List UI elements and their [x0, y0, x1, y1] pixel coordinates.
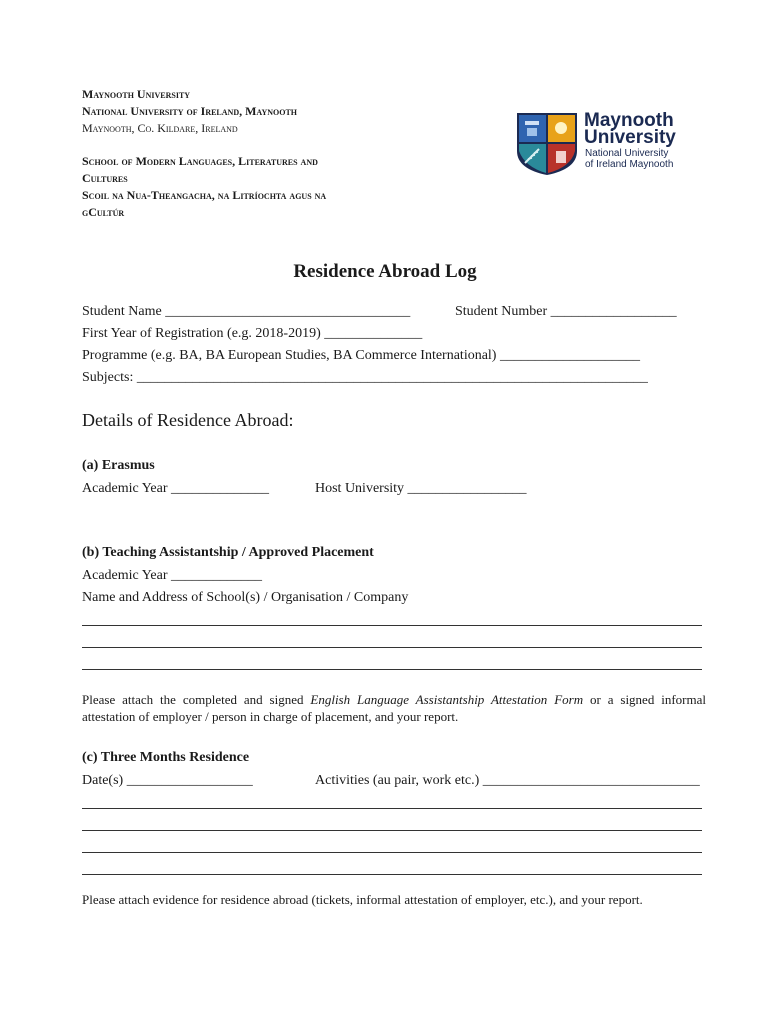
teaching-academic-year-field[interactable]: Academic Year _____________ [82, 568, 263, 583]
school-name-line-1: School of Modern Languages, Literatures and [82, 154, 318, 168]
note-text: or a signed informal attestation of employer / person in charge of placement, and your report. [82, 692, 706, 724]
activities-field[interactable]: Activities (au pair, work etc.) _______________________________ [315, 773, 700, 788]
university-crest-icon [515, 111, 579, 177]
host-university-field[interactable]: Host University _________________ [315, 481, 527, 496]
first-year-field[interactable]: First Year of Registration (e.g. 2018-2019) ______________ [82, 326, 423, 341]
dates-field[interactable]: Date(s) __________________ [82, 773, 253, 788]
school-name-line-2: Cultures [82, 171, 128, 185]
erasmus-academic-year-field[interactable]: Academic Year ______________ [82, 481, 270, 496]
teaching-attachment-note [82, 691, 706, 725]
three-months-heading: (c) Three Months Residence [82, 750, 250, 765]
student-name-field[interactable]: Student Name ___________________________________ [82, 304, 411, 319]
residence-attachment-note: Please attach evidence for residence abroad (tickets, informal attestation of employer, etc.), and your report. [82, 892, 643, 907]
logo-sub-line-2: of Ireland Maynooth [585, 159, 674, 170]
logo-sub-line-1: National University [585, 148, 669, 159]
attestation-form-title: English Language Assistantship Attestation Form [310, 692, 584, 707]
answer-line[interactable] [82, 625, 702, 626]
answer-line[interactable] [82, 830, 702, 831]
school-irish-line-1: Scoil na Nua-Theangacha, na Litríochta agus na [82, 188, 327, 202]
details-heading: Details of Residence Abroad: [82, 410, 294, 430]
answer-line[interactable] [82, 852, 702, 853]
university-name: Maynooth University [82, 87, 191, 101]
answer-line[interactable] [82, 874, 702, 875]
erasmus-heading: (a) Erasmus [82, 458, 155, 473]
programme-field[interactable]: Programme (e.g. BA, BA European Studies, BA Commerce International) ____________________ [82, 348, 640, 363]
logo-name-line-2: University [584, 127, 676, 148]
student-number-field[interactable]: Student Number __________________ [455, 304, 677, 319]
subjects-field[interactable]: Subjects: _________________________________________________________________________ [82, 370, 648, 385]
answer-line[interactable] [82, 808, 702, 809]
teaching-heading: (b) Teaching Assistantship / Approved Placement [82, 545, 374, 560]
logo-name-line-1: Maynooth [584, 110, 674, 131]
university-full-name: National University of Ireland, Maynooth [82, 104, 298, 118]
school-irish-line-2: gCultúr [82, 205, 125, 219]
answer-line[interactable] [82, 647, 702, 648]
university-address: Maynooth, Co. Kildare, Ireland [82, 121, 238, 135]
answer-line[interactable] [82, 669, 702, 670]
page-title: Residence Abroad Log [293, 261, 477, 282]
note-text: Please attach the completed and signed [82, 692, 311, 707]
school-name-address-label: Name and Address of School(s) / Organisation / Company [82, 590, 409, 605]
